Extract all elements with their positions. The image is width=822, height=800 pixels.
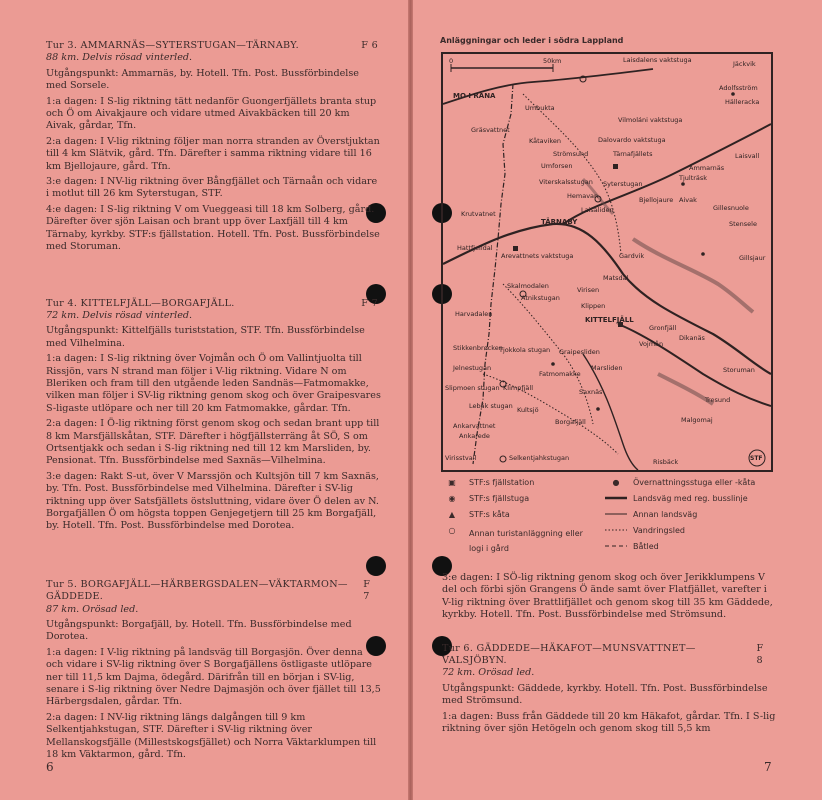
map-place: Strömsund [553,150,589,158]
page-number-left: 6 [46,760,54,774]
map-place: Bjellojaure [639,196,674,204]
map-place: Kultsjö [517,406,539,414]
map-place: Matsdal [603,274,629,282]
legend-item: Landsväg med reg. busslinje [605,494,748,503]
tour-paragraph: Utgångspunkt: Kittelfjälls turiststation, STF. Tfn. Bussförbindelse med Vilhelmina. [46,325,365,349]
scale-50km: 50km [543,57,562,65]
tour-paragraph: Utgångspunkt: Borgafjäll, by. Hotell. Tfn. Bussförbindelse med Dorotea. [46,619,352,643]
map-place: Vilmoláni vaktstuga [618,116,683,124]
map-place: Gardvik [619,252,645,260]
legend-item: ▲ STF:s kåta [441,510,510,519]
tour-3 [46,40,382,254]
triangle-icon: ▲ [448,510,456,519]
map-place: Harvadalen [455,310,493,318]
map-place: Gräsvattnet [471,126,510,134]
legend-item: Båtled [605,542,659,551]
map-code: F 7 [363,578,371,603]
map-place: Aivak [679,196,697,204]
legend-item: ▣ STF:s fjällstation [441,478,534,487]
legend-item: ◉ STF:s fjällstuga [441,494,529,503]
tour-paragraph: 1:a dagen: Buss från Gäddede till 20 km Häkafot, gårdar. Tfn. I S-lig riktning över sjön Hetögeln och genom skog till 5,5 km [442,710,776,735]
tour-title: Tur 4. KITTELFJÄLL—BORGAFJÄLL. [46,297,235,309]
map-place: Atnikstugan [521,294,560,302]
tour-paragraph: Utgångspunkt: Gäddede, kyrkby. Hotell. Tfn. Post. Bussförbindelse med Strömsund. [442,682,768,707]
map-place: Saxnäs [579,388,603,396]
map-place: Hälleracka [725,98,760,106]
tour-paragraph: 4:e dagen: I S-lig riktning V om Vueggeasi till 18 km Solberg, gård. Därefter över sjön Laisan och brant upp över Laxfjäll till 4 km Tärnaby, kyrkby. STF:s fjällstation. Hotell. Tfn. Post. Bussförbindelse med Storuman. [46,203,380,253]
stf-badge: STF [750,455,763,462]
tour-subtitle: 87 km. Orösad led. [46,603,139,615]
map-place: Hattfjelldal [457,244,493,252]
map-place: Virisstvall [445,454,477,462]
map-place: Tärnafjällets [613,150,653,158]
map-place: Laisvall [735,152,760,160]
map-place: Fatmomakke [539,370,581,378]
thick-line-icon [605,494,627,503]
map-place: Laisdalens vaktstuga [623,56,692,64]
map-title: Anläggningar och leder i södra Lappland [440,36,624,45]
dot-icon: ● [612,478,620,487]
circle-icon: ○ [448,526,456,535]
map-place: Tresund [705,396,731,404]
map-place: Tjulträsk [679,174,708,182]
map [441,52,773,472]
map-place: Gronfjäll [649,324,677,332]
tour-paragraph: 1:a dagen: I S-lig riktning tätt nedanför Guongerfjällets branta stup och Ö om Aivakjaure och vidare utmed Aivakbäcken till 20 km Aivak, gårdar, Tfn. [46,95,377,132]
map-place: Klippen [581,302,606,310]
map-place: Ankarvattnet [453,422,496,430]
tour-subtitle: 72 km. Delvis rösad vinterled. [46,309,193,321]
legend-item: ○ Annan turistanläggning eller logi i gård [441,526,601,556]
map-code: F 6 [361,40,378,51]
legend-item: Annan landsväg [605,510,697,519]
map-place: Gillesnuole [713,204,749,212]
tour-4 [46,298,382,533]
map-place: Ankarede [459,432,490,440]
map-place: Jelnestugan [453,364,492,372]
map-place: Marsliden [591,364,623,372]
map-place: Skalmodalen [507,282,549,290]
map-place: TÄRNABY [541,218,578,226]
map-place: Tjokkola stugan [499,346,551,354]
map-place: Hemavan [567,192,599,200]
map-place: Adolfsström [719,84,758,92]
tour-title: Tur 5. BORGAFJÄLL—HÄRBERGSDALEN—VÄKTARMON—GÄDDEDE. [46,578,348,603]
ring-dot-icon: ◉ [448,494,456,503]
map-code: F 7 [361,297,378,309]
map-place: Stikkenbrøcken [453,344,503,352]
map-place: Krutvatnet [461,210,496,218]
tour-paragraph: 1:a dagen: I V-lig riktning på landsväg till Borgasjön. Över denna och vidare i SV-lig riktning över S Borgafjällens östligaste utlöpare ner till 11,5 km Dajma, ödegård. Därifrån till en början i SV-lig, senare i S-lig riktning över Nedre Dajmasjön och över fjället till 13,5 Härbergsdalen, gårdar. Tfn. [46,646,381,708]
map-place: Jäckvik [733,60,756,68]
map-place: Umforsen [541,162,573,170]
map-place: Ammarnäs [689,164,725,172]
map-place: Slipmoen stugan [445,384,500,392]
map-place: Virisen [577,286,600,294]
map-place: Laisaliden [581,206,614,214]
tour-title: Tur 6. GÄDDEDE—HÄKAFOT—MUNSVATTNET—VALSJÖBYN. [442,642,696,667]
tour-paragraph: Utgångspunkt: Ammarnäs, by. Hotell. Tfn. Post. Bussförbindelse med Sorsele. [46,67,359,92]
map-place: Viterskalsstugan [539,178,593,186]
map-place: Risbäck [653,458,679,466]
tour-6 [442,643,777,736]
square-dot-icon: ▣ [448,478,456,487]
tour-subtitle: 72 km. Orösad led. [442,667,535,679]
map-place: Borgafjäll [555,418,586,426]
legend-item: Vandringsled [605,526,685,535]
map-place: MO I RANA [453,92,496,100]
map-place: KITTELFJÄLL [585,316,634,324]
tour-paragraph: 2:a dagen: I Ö-lig riktning först genom skog och sedan brant upp till 8 km Marsfjällskåtan, STF. Därefter i högfjällsterräng åt SÖ, S om Ortsentjakk och sedan i S-lig riktning ned till 12 km Marsliden, by. Pensionat. Tfn. Bussförbindelse med Saxnäs—Vilhelmina. [46,418,380,467]
dotted-line-icon [605,526,627,535]
legend-item: ● Övernattningsstuga eller -kåta [605,478,755,487]
map-place: Selkentjahkstugan [509,454,570,462]
tour-paragraph: 3:e dagen: I SÖ-lig riktning genom skog och över Jerikklumpens V del och förbi sjön Grangens Ö ände samt över Flatfjället, varefter i V-lig riktning över Brattlifjället och genom skog till 35 km Gäddede, kyrkby. Hotell. Tfn. Post. Bussförbindelse med Strömsund. [442,572,773,621]
tour-paragraph: 1:a dagen: I S-lig riktning över Vojmån och Ö om Vallintjuolta till Rissjön, vars N strand man följer i V-lig riktning. Vidare N om Bleriken och fram till den utgående leden Sandnäs—Fatmomakke, vilken man följer i SV-lig riktning genom skog och över Graipesvares S-ligaste utlöpare och ner till 20 km Fatmomakke, gårdar. Tfn. [46,353,381,414]
tour-paragraph: 3:e dagen: Rakt S-ut, över V Marssjön och Kultsjön till 7 km Saxnäs, by. Tfn. Post. Bussförbindelse med Vilhelmina. Därefter i SV-lig riktning upp över Satsfjällets östsluttning, vidare över Ö delen av N. Borgafjällen Ö om högsta toppen Genjegetjern till 25 km Borgafjäll, by. Hotell. Tfn. Post. Bussförbindelse med Dorotea. [46,470,379,532]
map-place: Graipesliden [559,348,600,356]
map-place: Kåtaviken [529,137,561,145]
map-place: Dikanäs [679,334,705,342]
tour-subtitle: 88 km. Delvis rösad vinterled. [46,52,193,64]
map-place: Storuman [723,366,755,374]
tour-paragraph: 3:e dagen: I NV-lig riktning över Bångfjället och Tärnaån och vidare i motlut till 26 km Syterstugan, STF. [46,176,378,200]
thin-line-icon [605,510,627,519]
tour-5 [46,579,382,762]
scale-zero: 0 [449,57,454,65]
book-spine [408,0,413,800]
map-place: Lebäk stugan [469,402,513,410]
map-place: Umbukta [525,104,555,112]
tour-paragraph: 2:a dagen: I V-lig riktning följer man norra stranden av Överstjuktan till 4 km Slätvik, gård. Tfn. Därefter i samma riktning vidare till 16 km Bjellojaure, gård. Tfn. [46,135,380,172]
right-text-column [442,572,777,741]
map-place: Dalovardo vaktstuga [598,136,666,144]
tour-paragraph: 2:a dagen: I NV-lig riktning längs dalgången till 9 km Selkentjahkstugan, STF. Därefter i SV-lig riktning över Mellanskogsfjälle (Millestskogsfjället) och Norra Väktarklumpen till 18 km Väktarmon, gård. Tfn. [46,711,377,761]
left-text-column [46,40,382,768]
map-code: F 8 [756,642,764,667]
map-place: Malgomaj [681,416,713,424]
map-place: Gillsjaur [739,254,766,262]
dashed-line-icon [605,542,627,551]
map-place: Stensele [729,220,757,228]
map-place: Klimpfjäll [503,384,534,392]
page-number-right: 7 [764,760,772,774]
map-place: Syterstugan [603,180,643,188]
map-place: Arevattnets vaktstuga [501,252,574,260]
map-place: Vojmån [639,340,664,348]
tour-title: Tur 3. AMMARNÄS—SYTERSTUGAN—TÄRNABY. [46,40,299,51]
